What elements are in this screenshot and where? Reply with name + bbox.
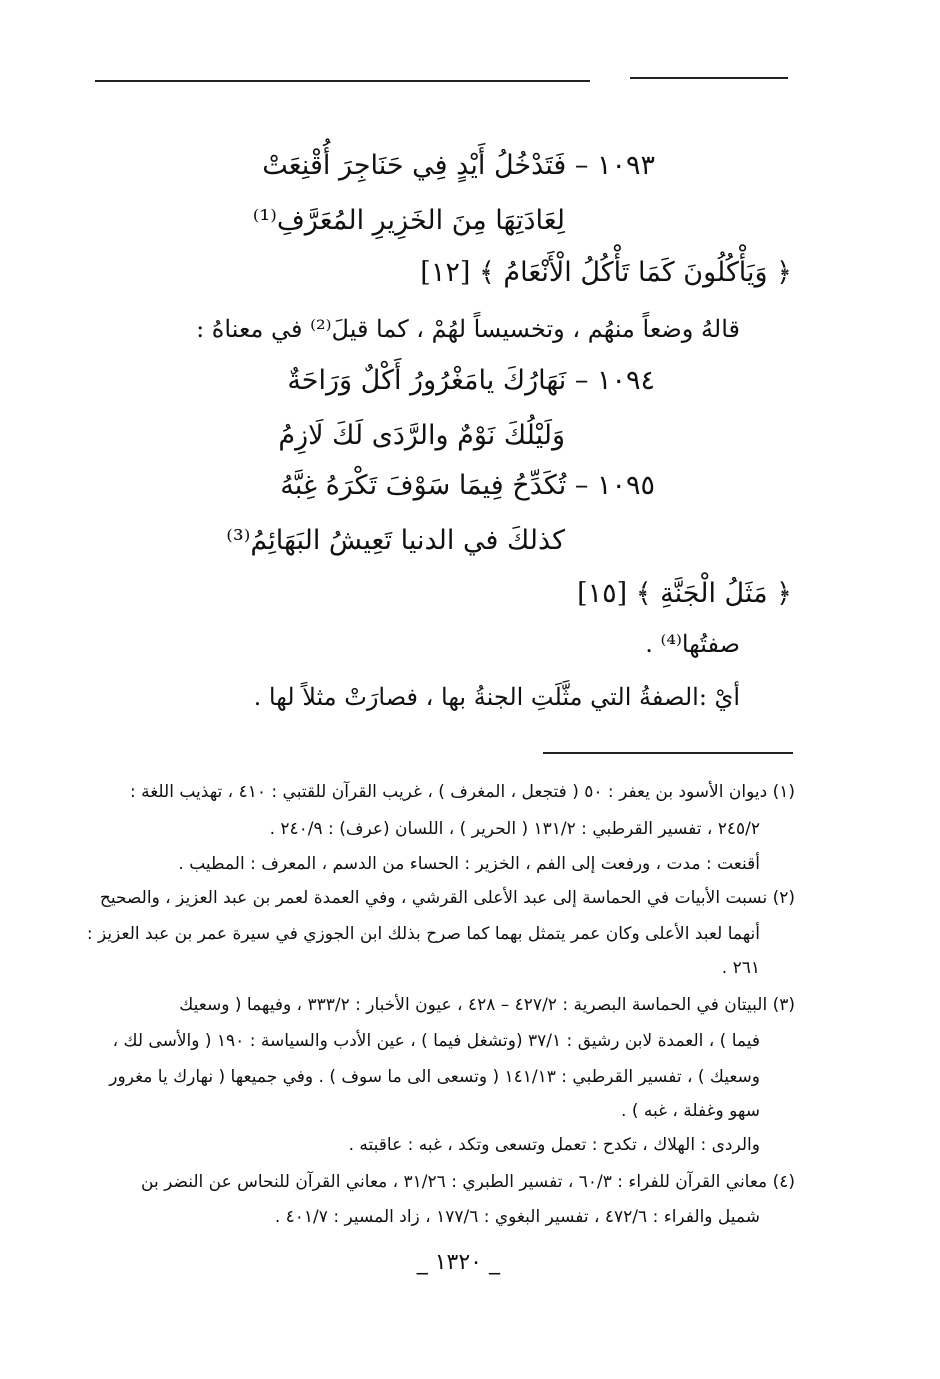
verse-1095-first: ١٠٩٥ – تُكَدِّحُ فِيمَا سَوْفَ تَكْرَهُ غِبَّهُ xyxy=(280,470,655,501)
footnote-separator xyxy=(543,752,793,754)
quran-verse-15: ﴿ مَثَلُ الْجَنَّةِ ﴾ [١٥] xyxy=(577,578,792,609)
page-number: _ ١٣٢٠ _ xyxy=(416,1250,500,1275)
footnote-2-line-2: أنهما لعبد الأعلى وكان عمر يتمثل بهما كما صرح بذلك ابن الجوزي في سيرة عمر بن عبد العزيز : xyxy=(86,924,760,944)
footnote-2-line-1: (٢) نسبت الأبيات في الحماسة إلى عبد الأعلى القرشي ، وفي العمدة لعمر بن عبد العزيز ، والصحيح xyxy=(99,888,795,908)
header-rule-right xyxy=(630,77,788,79)
verse-1094-second: وَلَيْلُكَ نَوْمٌ والرَّدَى لَكَ لَازِمُ xyxy=(278,420,565,451)
verse-1094-first: ١٠٩٤ – نَهَارُكَ يامَغْرُورُ أَكْلٌ وَرَاحَةٌ xyxy=(287,365,655,396)
footnote-3-line-1: (٣) البيتان في الحماسة البصرية : ٤٢٧/٢ – ٤٢٨ ، عيون الأخبار : ٣٣٣/٢ ، وفيهما ( وسعيك xyxy=(179,995,795,1015)
footnote-4-line-2: شميل والفراء : ٤٧٢/٦ ، تفسير البغوي : ١٧٧/٦ ، زاد المسير : ٤٠١/٧ . xyxy=(274,1207,760,1227)
footnote-1-line-1: (١) ديوان الأسود بن يعفر : ٥٠ ( فتجعل ، المغرف ) ، غريب القرآن للقتبي : ٤١٠ ، تهذيب اللغة : xyxy=(129,782,795,802)
verse-1093-second: لِعَادَتِهَا مِنَ الخَزِيرِ المُعَرَّفِ⁽¹⁾ xyxy=(252,205,565,236)
commentary-15-short: صفتُها⁽⁴⁾ . xyxy=(645,630,740,658)
commentary-12: قالهُ وضعاً منهُم ، وتخسيساً لهُمْ ، كما قيلَ⁽²⁾ في معناهُ : xyxy=(196,315,740,343)
footnote-3-line-2: فيما ) ، العمدة لابن رشيق : ٣٧/١ (وتشغل فيما ) ، عين الأدب والسياسة : ١٩٠ ( والأسى لك ، xyxy=(112,1031,760,1051)
footnote-2-line-3: ٢٦١ . xyxy=(721,958,760,978)
footnote-3-line-5: والردى : الهلاك ، تكدح : تعمل وتسعى وتكد ، غبه : عاقبته . xyxy=(348,1135,760,1155)
footnote-1-line-3: أقنعت : مدت ، ورفعت إلى الفم ، الخزير : الحساء من الدسم ، المعرف : المطيب . xyxy=(178,854,760,874)
verse-1093-first: ١٠٩٣ – فَتَدْخُلُ أَيْدٍ فِي حَنَاجِرَ أُقْنِعَتْ xyxy=(262,150,655,181)
footnote-4-line-1: (٤) معاني القرآن للفراء : ٦٠/٣ ، تفسير الطبري : ٣١/٢٦ ، معاني القرآن للنحاس عن النضر بن xyxy=(141,1172,795,1192)
footnote-1-line-2: ٢٤٥/٢ ، تفسير القرطبي : ١٣١/٢ ( الحرير ) ، اللسان (عرف) : ٢٤٠/٩ . xyxy=(269,819,760,839)
quran-verse-12: ﴿ وَيَأْكُلُونَ كَمَا تَأْكُلُ الْأَنْعَامُ ﴾ [١٢] xyxy=(420,257,792,288)
footnote-3-line-4: سهو وغفلة ، غبه ) . xyxy=(621,1101,760,1121)
commentary-15-long: أيْ :الصفةُ التي مثَّلَتِ الجنةُ بها ، فصارَتْ مثلاً لها . xyxy=(253,683,740,711)
header-rule-left xyxy=(95,80,590,82)
footnote-3-line-3: وسعيك ) ، تفسير القرطبي : ١٤١/١٣ ( وتسعى الى ما سوف ) . وفي جميعها ( نهارك يا مغرور xyxy=(109,1067,760,1087)
verse-1095-second: كذلكَ في الدنيا تَعِيشُ البَهَائِمُ⁽³⁾ xyxy=(226,525,565,556)
